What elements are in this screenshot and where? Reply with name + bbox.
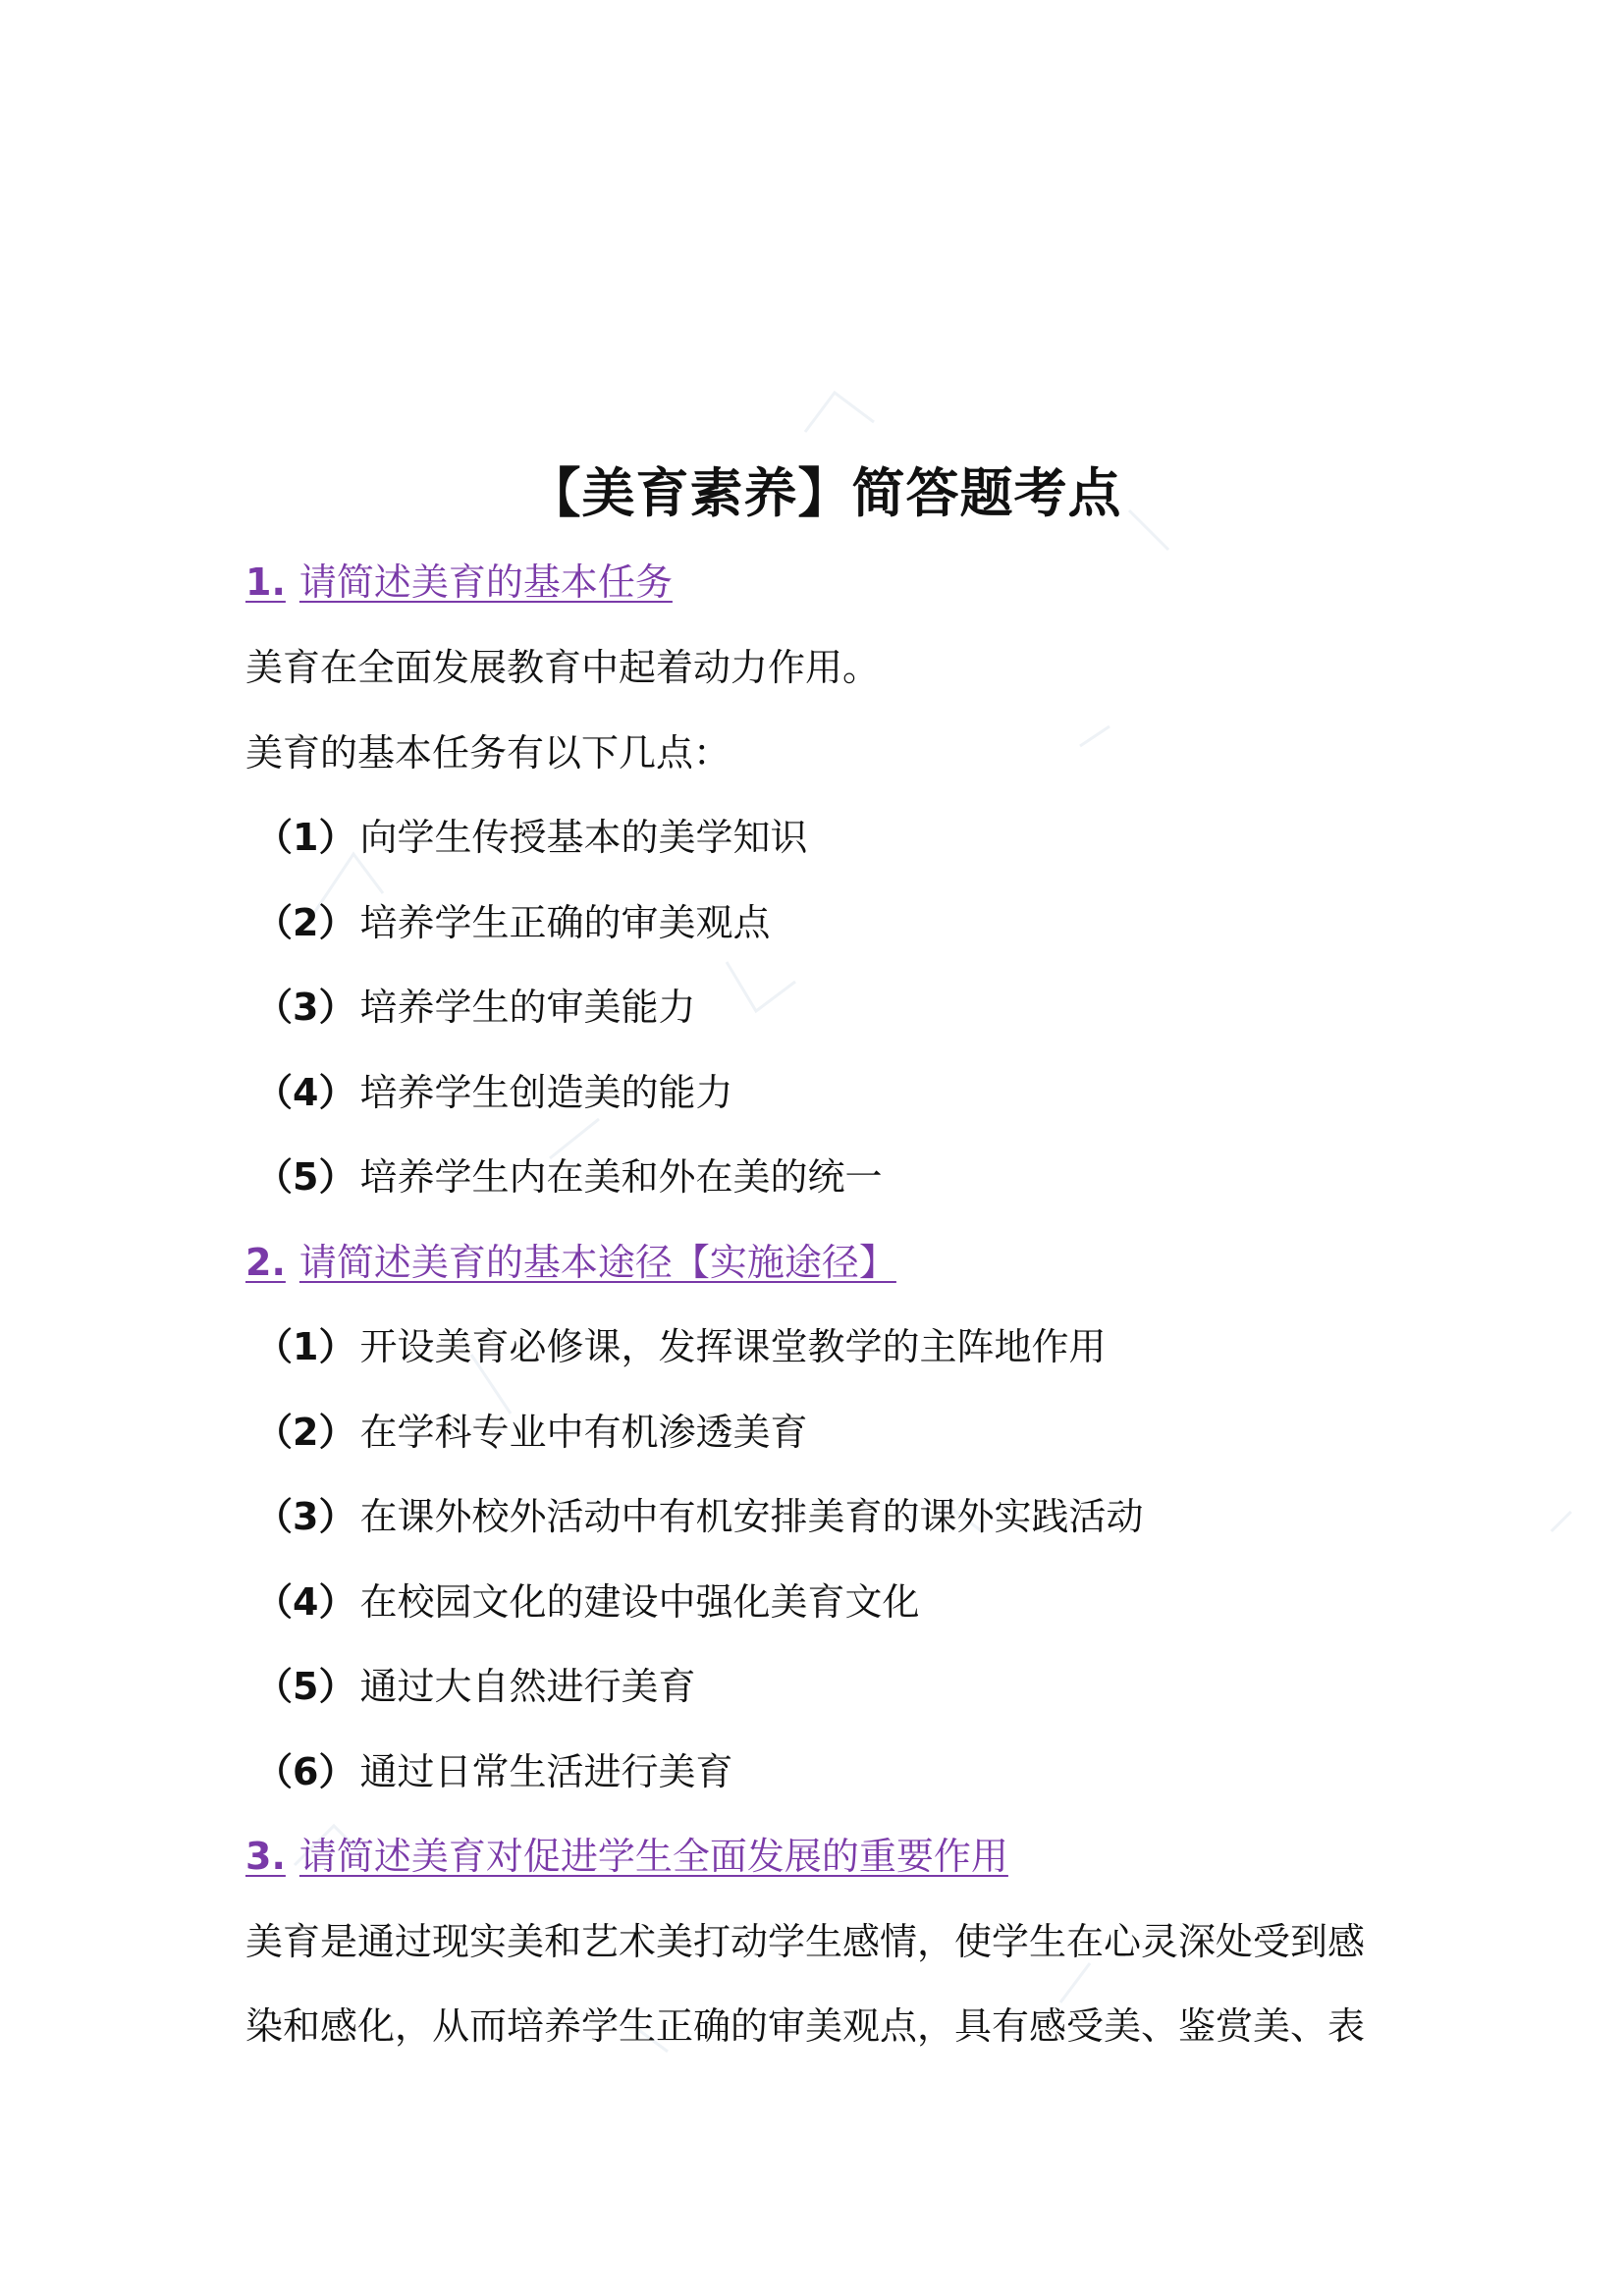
list-item-mark: （5） [255, 1665, 356, 1708]
list-item-mark: （2） [255, 1411, 356, 1454]
section-heading-text: 请简述美育的基本途径【实施途径】 [298, 1241, 896, 1284]
list-item-text: 培养学生内在美和外在美的统一 [359, 1155, 883, 1199]
document-title: 【美育素养】简答题考点 [527, 462, 1122, 524]
list-item-mark: （4） [255, 1580, 356, 1624]
list-item [255, 897, 770, 948]
list-item [255, 1576, 919, 1628]
list-item-mark: （1） [255, 1325, 356, 1368]
paragraph: 美育是通过现实美和艺术美打动学生感情，使学生在心灵深处受到感 [245, 1920, 1366, 1963]
list-item [255, 1067, 732, 1118]
list-item [255, 982, 695, 1033]
list-item-mark: （3） [255, 986, 356, 1029]
list-item [255, 1491, 1143, 1542]
list-item-text: 通过日常生活进行美育 [359, 1750, 733, 1793]
section-3-heading [245, 1831, 1008, 1882]
list-item [255, 1407, 807, 1458]
section-2-heading [245, 1237, 896, 1288]
section-number: 1. [245, 561, 286, 604]
list-item-text: 培养学生正确的审美观点 [359, 901, 771, 944]
list-item [255, 1661, 695, 1712]
list-item-text: 开设美育必修课，发挥课堂教学的主阵地作用 [359, 1325, 1107, 1368]
list-item-mark: （5） [255, 1155, 356, 1199]
list-item-text: 在课外校外活动中有机安排美育的课外实践活动 [359, 1495, 1144, 1538]
list-item-mark: （3） [255, 1495, 356, 1538]
section-1-heading [245, 557, 673, 608]
section-number: 3. [245, 1835, 286, 1878]
list-item-mark: （4） [255, 1071, 356, 1114]
list-item [255, 812, 807, 863]
list-item-text: 向学生传授基本的美学知识 [359, 816, 808, 859]
paragraph: 染和感化，从而培养学生正确的审美观点，具有感受美、鉴赏美、表 [245, 2004, 1366, 2048]
list-item-mark: （6） [255, 1750, 356, 1793]
section-heading-text: 请简述美育的基本任务 [298, 561, 673, 604]
list-item-mark: （1） [255, 816, 356, 859]
list-item-text: 在学科专业中有机渗透美育 [359, 1411, 808, 1454]
list-item [255, 1746, 732, 1797]
list-item-mark: （2） [255, 901, 356, 944]
list-item-text: 培养学生创造美的能力 [359, 1071, 733, 1114]
list-item-text: 培养学生的审美能力 [359, 986, 696, 1029]
paragraph: 美育在全面发展教育中起着动力作用。 [245, 646, 881, 689]
list-item-text: 在校园文化的建设中强化美育文化 [359, 1580, 920, 1624]
list-item [255, 1321, 1106, 1372]
list-item-text: 通过大自然进行美育 [359, 1665, 696, 1708]
list-item [255, 1151, 882, 1202]
paragraph: 美育的基本任务有以下几点： [245, 731, 731, 774]
section-number: 2. [245, 1241, 286, 1284]
section-heading-text: 请简述美育对促进学生全面发展的重要作用 [298, 1835, 1008, 1878]
